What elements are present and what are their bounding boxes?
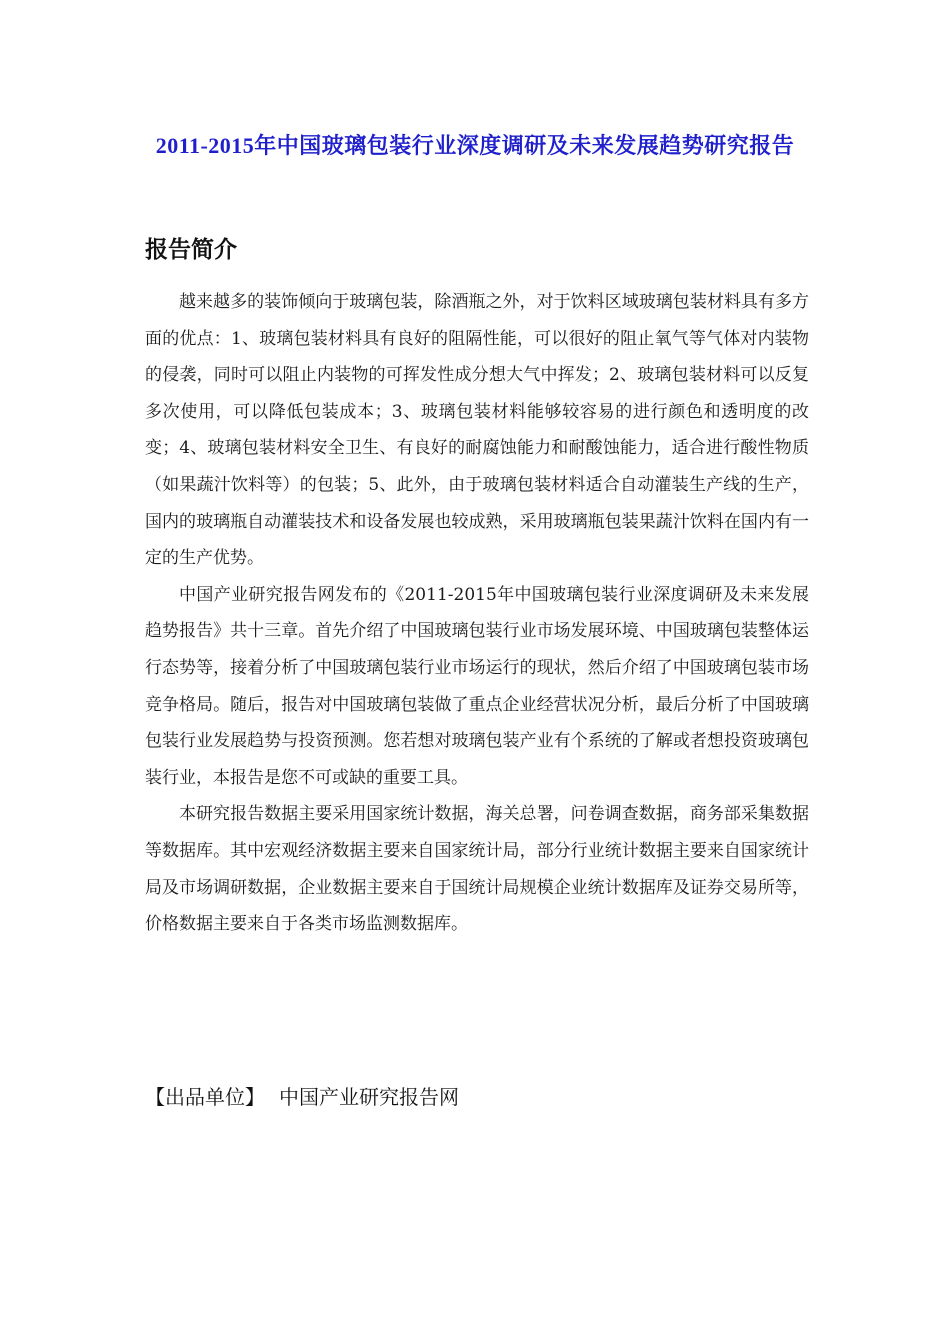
publisher-label: 【出品单位】 <box>145 1085 265 1109</box>
intro-paragraph-3: 本研究报告数据主要采用国家统计数据，海关总署，问卷调查数据，商务部采集数据等数据库。其中宏观经济数据主要来自国家统计局，部分行业统计数据主要来自国家统计局及市场调研数据，企业数据主要来自于国统计局规模企业统计数据库及证券交易所等，价格数据主要来自于各类市场监测数据库。 <box>145 804 809 935</box>
section-heading-report-intro: 报告简介 <box>145 237 237 263</box>
publisher-line <box>145 1082 459 1112</box>
report-title: 2011-2015年中国玻璃包装行业深度调研及未来发展趋势研究报告 <box>155 133 795 158</box>
intro-paragraph-1: 越来越多的装饰倾向于玻璃包装，除酒瓶之外，对于饮料区域玻璃包装材料具有多方面的优点：1、玻璃包装材料具有良好的阻隔性能，可以很好的阻止氧气等气体对内装物的侵袭，同时可以阻止内装物的可挥发性成分想大气中挥发；2、玻璃包装材料可以反复多次使用，可以降低包装成本；3、玻璃包装材料能够较容易的进行颜色和透明度的改变；4、玻璃包装材料安全卫生、有良好的耐腐蚀能力和耐酸蚀能力，适合进行酸性物质（如果蔬汁饮料等）的包装；5、此外，由于玻璃包装材料适合自动灌装生产线的生产，国内的玻璃瓶自动灌装技术和设备发展也较成熟，采用玻璃瓶包装果蔬汁饮料在国内有一定的生产优势。 <box>145 292 809 569</box>
publisher-name: 中国产业研究报告网 <box>279 1085 459 1109</box>
report-intro-body <box>145 284 809 943</box>
intro-paragraph-2: 中国产业研究报告网发布的《2011-2015年中国玻璃包装行业深度调研及未来发展趋势报告》共十三章。首先介绍了中国玻璃包装行业市场发展环境、中国玻璃包装整体运行态势等，接着分析了中国玻璃包装行业市场运行的现状，然后介绍了中国玻璃包装市场竞争格局。随后，报告对中国玻璃包装做了重点企业经营状况分析，最后分析了中国玻璃包装行业发展趋势与投资预测。您若想对玻璃包装产业有个系统的了解或者想投资玻璃包装行业，本报告是您不可或缺的重要工具。 <box>145 584 809 788</box>
